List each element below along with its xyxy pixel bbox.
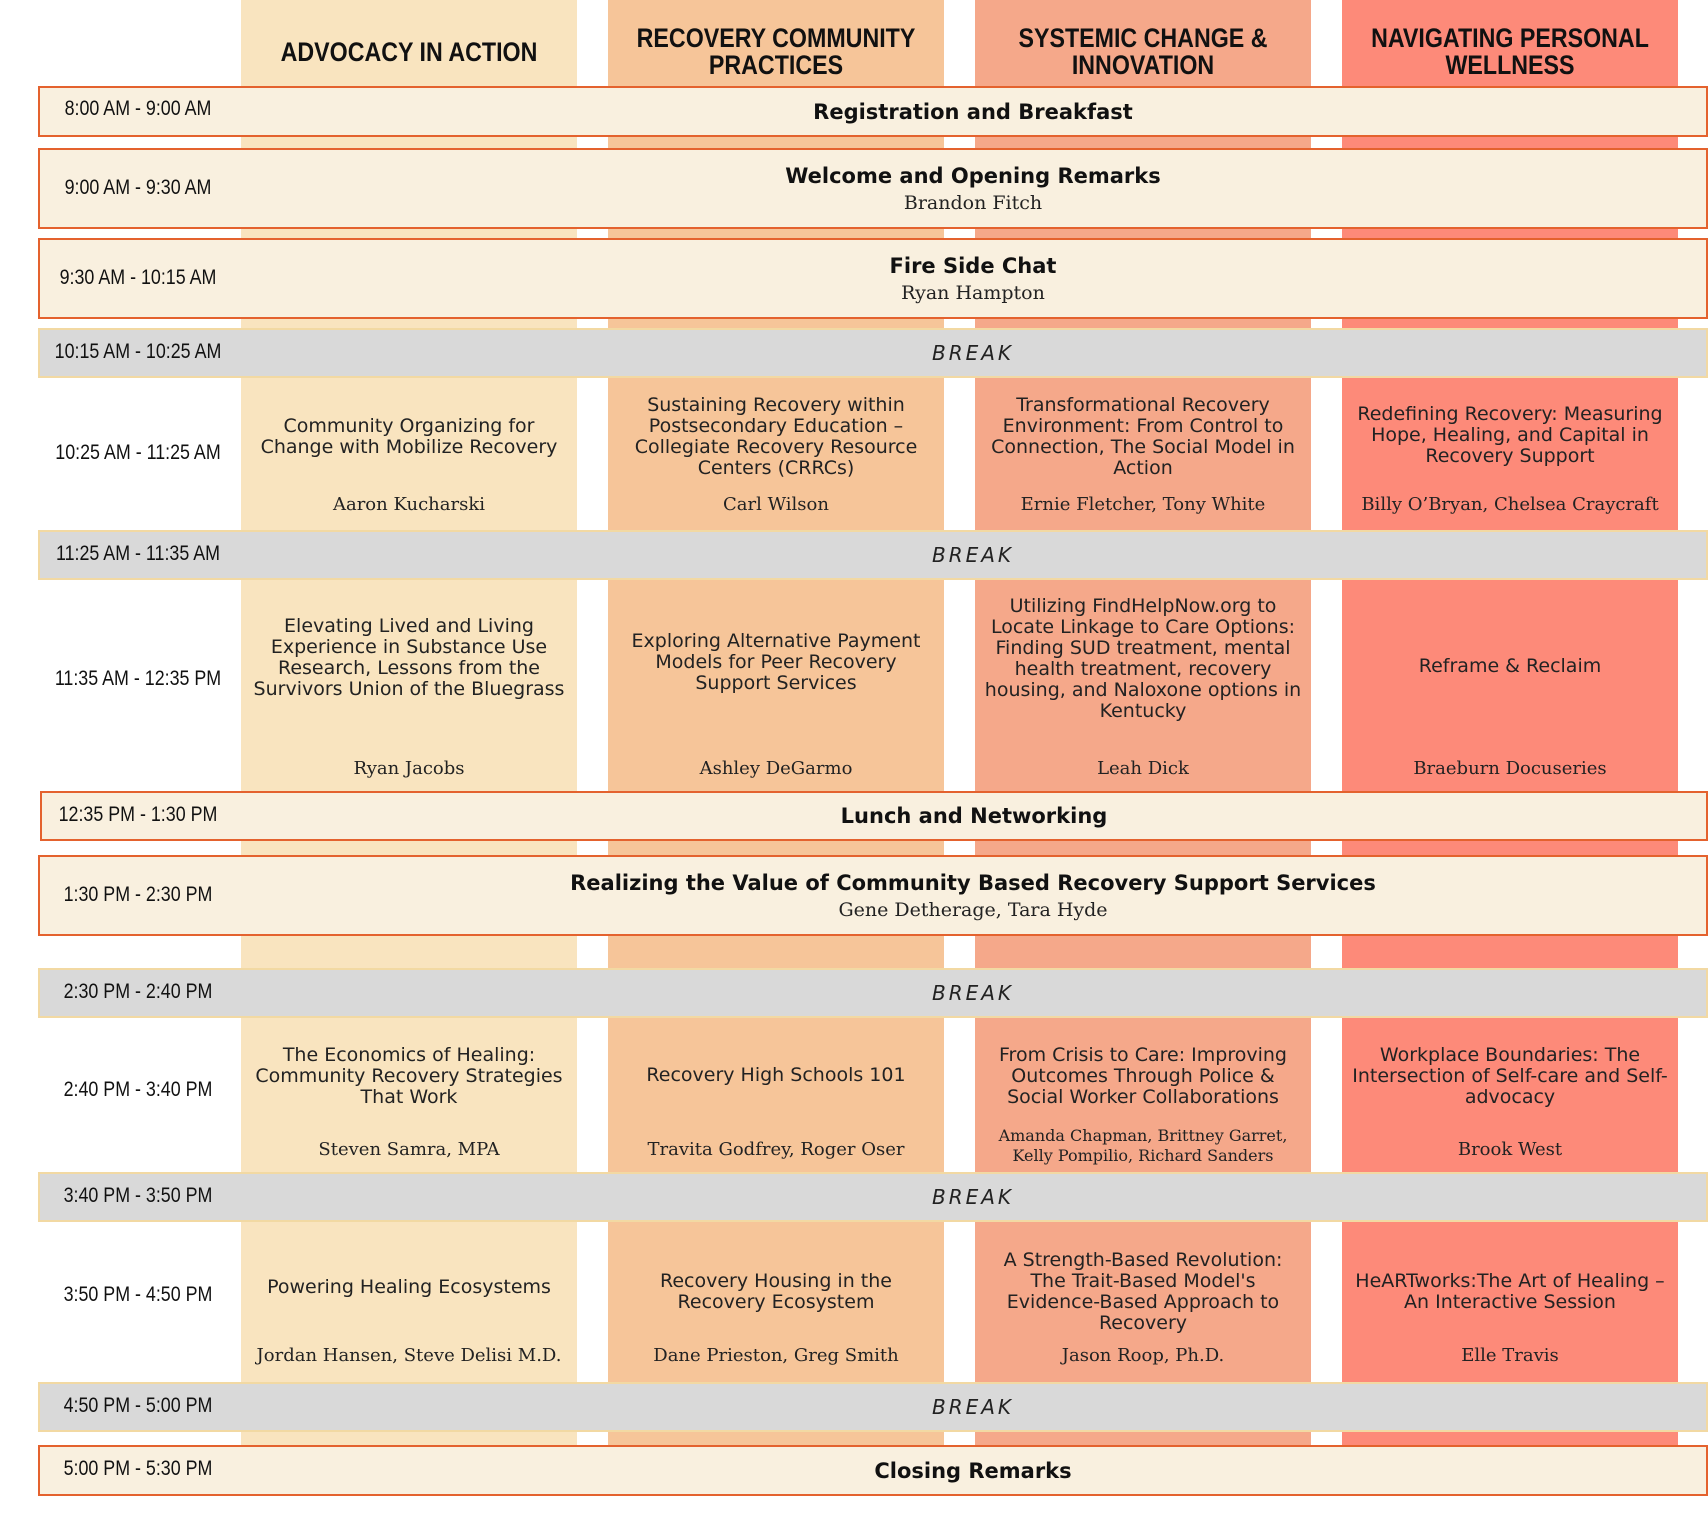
break-row [38,328,1708,378]
session-speaker: Billy O’Bryan, Chelsea Craycraft [1361,494,1659,515]
time-label: 1:30 PM - 2:30 PM [63,883,213,906]
session-title: The Economics of Healing: Community Recovery Strategies That Work [255,1044,563,1108]
session-cell [241,1018,577,1170]
session-speaker: Braeburn Docuseries [1413,758,1607,779]
session-cell [1342,378,1678,530]
track-header-advocacy: ADVOCACY IN ACTION [280,36,538,67]
time-label: 11:35 AM - 12:35 PM [54,667,222,690]
plenary-fireside-chat [38,238,1708,319]
session-title: Utilizing FindHelpNow.org to Locate Linkage to Care Options: Finding SUD treatment, mental health treatment, recovery housing, and Naloxone options in Kentucky [984,595,1302,722]
time-label: 2:30 PM - 2:40 PM [63,980,213,1003]
session-cell [608,1018,944,1170]
plenary-speaker: Brandon Fitch [903,191,1043,214]
session-cell [1342,1222,1678,1382]
session-title: Recovery High Schools 101 [646,1064,906,1086]
session-title: Transformational Recovery Environment: From Control to Connection, The Social Model in Action [991,394,1295,479]
break-row [38,968,1708,1018]
session-title: A Strength-Based Revolution: The Trait-Based Model's Evidence-Based Approach to Recovery [1003,1249,1283,1334]
session-title: Community Organizing for Change with Mobilize Recovery [260,415,558,458]
plenary-closing [38,1445,1708,1496]
session-cell [1342,580,1678,790]
time-label: 10:15 AM - 10:25 AM [54,340,222,363]
session-cell [975,378,1311,530]
session-speaker: Elle Travis [1461,1345,1559,1366]
time-label: 11:25 AM - 11:35 AM [55,542,221,565]
time-label: 2:40 PM - 3:40 PM [63,1078,213,1101]
session-speaker: Brook West [1457,1139,1563,1160]
plenary-speaker: Ryan Hampton [901,281,1045,304]
plenary-title: Fire Side Chat [889,253,1057,278]
track-header-wellness: NAVIGATING PERSONAL WELLNESS [1371,23,1649,80]
break-label: BREAK [931,543,1015,567]
break-row [38,530,1708,580]
time-label: 10:25 AM - 11:25 AM [55,441,221,464]
session-title: Powering Healing Ecosystems [267,1276,551,1298]
break-label: BREAK [931,341,1015,365]
plenary-speaker: Gene Detherage, Tara Hyde [838,898,1108,921]
time-label: 12:35 PM - 1:30 PM [58,803,218,826]
plenary-title: Realizing the Value of Community Based Recovery Support Services [570,870,1376,895]
session-speaker: Jason Roop, Ph.D. [1061,1345,1225,1366]
session-title: Reframe & Reclaim [1418,655,1602,677]
session-speaker: Carl Wilson [723,494,829,515]
plenary-title: Closing Remarks [874,1458,1072,1483]
session-title: Workplace Boundaries: The Intersection of Self-care and Self-advocacy [1352,1044,1668,1108]
time-label: 3:40 PM - 3:50 PM [63,1184,213,1207]
track-header-systemic: SYSTEMIC CHANGE & INNOVATION [1018,23,1268,80]
session-speaker: Dane Prieston, Greg Smith [653,1345,899,1366]
session-cell [241,1222,577,1382]
break-label: BREAK [931,1185,1015,1209]
session-title: Elevating Lived and Living Experience in Substance Use Research, Lessons from the Survivors Union of the Bluegrass [253,615,565,700]
session-speaker: Ryan Jacobs [353,758,465,779]
session-cell [975,580,1311,790]
session-title: From Crisis to Care: Improving Outcomes Through Police & Social Worker Collaborations [999,1044,1287,1108]
session-speaker: Jordan Hansen, Steve Delisi M.D. [256,1345,562,1366]
session-speaker: Ernie Fletcher, Tony White [1020,494,1266,515]
session-title: Redefining Recovery: Measuring Hope, Healing, and Capital in Recovery Support [1357,403,1663,467]
time-label: 8:00 AM - 9:00 AM [64,97,212,120]
time-label: 9:30 AM - 10:15 AM [59,266,217,289]
track-header-community: RECOVERY COMMUNITY PRACTICES [636,23,916,80]
session-title: Exploring Alternative Payment Models for Peer Recovery Support Services [631,630,921,694]
session-speaker: Amanda Chapman, Brittney Garret, Kelly Pompilio, Richard Sanders [998,1126,1288,1165]
session-title: HeARTworks:The Art of Healing – An Interactive Session [1355,1270,1665,1313]
plenary-welcome [38,148,1708,229]
session-cell [608,1222,944,1382]
session-cell [975,1222,1311,1382]
plenary-realizing-value [38,855,1708,936]
plenary-registration [38,86,1708,137]
session-cell [975,1018,1311,1170]
plenary-title: Registration and Breakfast [813,99,1133,124]
break-label: BREAK [931,981,1015,1005]
session-cell [608,378,944,530]
session-speaker: Aaron Kucharski [332,494,486,515]
time-label: 3:50 PM - 4:50 PM [63,1283,213,1306]
plenary-lunch [40,791,1708,841]
session-speaker: Steven Samra, MPA [318,1139,500,1160]
time-label: 9:00 AM - 9:30 AM [64,176,212,199]
session-title: Recovery Housing in the Recovery Ecosystem [660,1270,892,1313]
break-row [38,1172,1708,1222]
time-label: 5:00 PM - 5:30 PM [63,1457,213,1480]
session-speaker: Leah Dick [1097,758,1189,779]
time-label: 4:50 PM - 5:00 PM [63,1394,213,1417]
plenary-title: Welcome and Opening Remarks [785,163,1161,188]
session-cell [241,580,577,790]
plenary-title: Lunch and Networking [840,804,1108,828]
break-row [38,1382,1708,1432]
session-cell [608,580,944,790]
session-speaker: Ashley DeGarmo [699,758,853,779]
session-speaker: Travita Godfrey, Roger Oser [647,1139,905,1160]
session-cell [1342,1018,1678,1170]
session-title: Sustaining Recovery within Postsecondary Education – Collegiate Recovery Resource Centers (CRRCs) [634,394,918,479]
session-cell [241,378,577,530]
break-label: BREAK [931,1395,1015,1419]
